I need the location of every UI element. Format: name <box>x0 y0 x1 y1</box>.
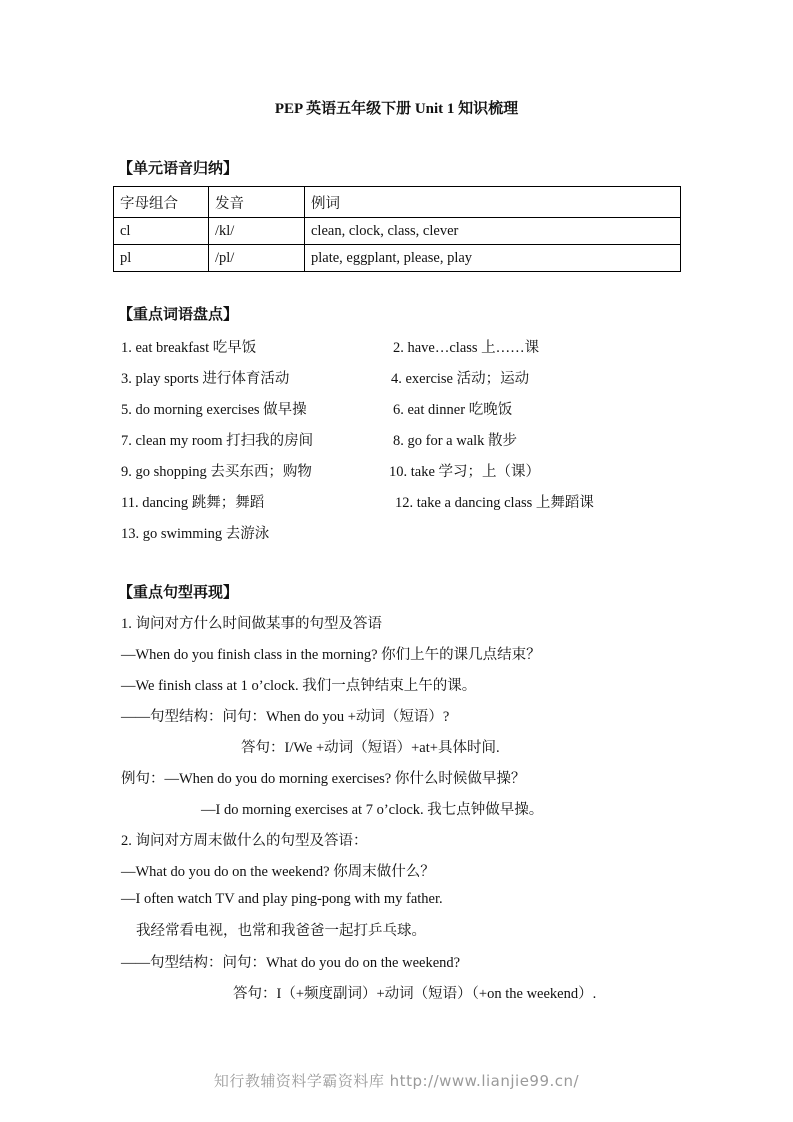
sentence-line: 1. 询问对方什么时间做某事的句型及答语 <box>121 616 382 632</box>
vocab-heading: 【重点词语盘点】 <box>118 307 239 323</box>
phonics-heading: 【单元语音归纳】 <box>118 161 239 177</box>
table-cell: cl <box>114 218 209 245</box>
table-cell: /kl/ <box>209 218 305 245</box>
vocab-item: 10. take 学习；上（课） <box>389 464 541 480</box>
vocab-item: 3. play sports 进行体育活动 <box>121 371 290 387</box>
vocab-item: 9. go shopping 去买东西；购物 <box>121 464 312 480</box>
sentence-line: —We finish class at 1 o’clock. 我们一点钟结束上午的课。 <box>121 678 477 694</box>
sentence-line: —What do you do on the weekend? 你周末做什么？ <box>121 864 435 880</box>
sentence-line: 例句：—When do you do morning exercises? 你什么时候做早操？ <box>121 771 526 787</box>
sentence-line: ——句型结构：问句：When do you +动词（短语）? <box>121 709 450 725</box>
vocab-item: 13. go swimming 去游泳 <box>121 526 270 542</box>
sentence-line: 答句：I/We +动词（短语）+at+具体时间. <box>241 740 500 756</box>
sentence-line: ——句型结构：问句：What do you do on the weekend? <box>121 955 461 971</box>
sentence-line: 答句：I（+频度副词）+动词（短语）（+on the weekend）. <box>233 986 597 1002</box>
vocab-item: 5. do morning exercises 做早操 <box>121 402 307 418</box>
table-row <box>114 245 681 272</box>
vocab-item: 6. eat dinner 吃晚饭 <box>393 402 513 418</box>
sentence-line: —I do morning exercises at 7 o’clock. 我七点钟做早操。 <box>201 802 544 818</box>
table-cell: pl <box>114 245 209 272</box>
sentence-line: 我经常看电视，也常和我爸爸一起打乒乓球。 <box>136 923 426 939</box>
vocab-item: 8. go for a walk 散步 <box>393 433 518 449</box>
sentences-heading: 【重点句型再现】 <box>118 585 239 601</box>
table-header-cell: 字母组合 <box>114 187 209 218</box>
vocab-item: 11. dancing 跳舞；舞蹈 <box>121 495 265 511</box>
phonics-table <box>113 186 681 272</box>
table-header-cell: 发音 <box>209 187 305 218</box>
table-header-cell: 例词 <box>305 187 681 218</box>
vocab-item: 7. clean my room 打扫我的房间 <box>121 433 314 449</box>
table-row <box>114 218 681 245</box>
vocab-item: 12. take a dancing class 上舞蹈课 <box>395 495 594 511</box>
table-header-row <box>114 187 681 218</box>
page-title: PEP 英语五年级下册 Unit 1 知识梳理 <box>274 101 519 117</box>
table-cell: plate, eggplant, please, play <box>305 245 681 272</box>
vocab-item: 1. eat breakfast 吃早饭 <box>121 340 257 356</box>
vocab-item: 4. exercise 活动；运动 <box>391 371 530 387</box>
table-cell: /pl/ <box>209 245 305 272</box>
sentence-line: —When do you finish class in the morning? 你们上午的课几点结束？ <box>121 647 541 663</box>
sentence-line: 2. 询问对方周末做什么的句型及答语： <box>121 833 368 849</box>
watermark-footer: 知行教辅资料学霸资料库 http://www.lianjie99.cn/ <box>213 1072 580 1090</box>
sentence-line: —I often watch TV and play ping-pong with my father. <box>121 891 443 907</box>
vocab-item: 2. have…class 上……课 <box>393 340 540 356</box>
table-cell: clean, clock, class, clever <box>305 218 681 245</box>
